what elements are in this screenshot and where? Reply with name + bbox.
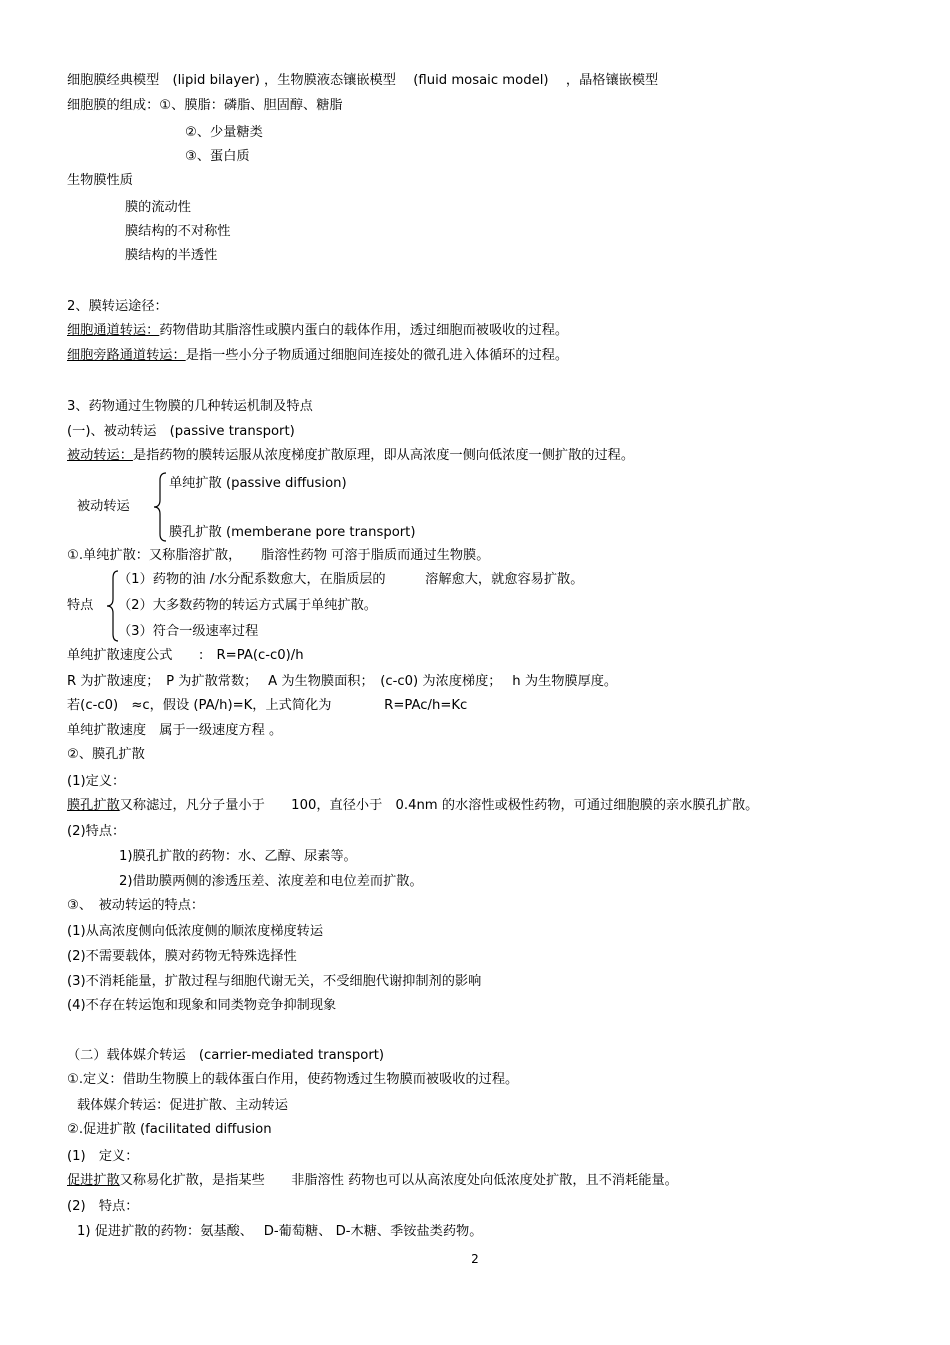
pore-feature-drugs: 1)膜孔扩散的药物：水、乙醇、尿素等。 — [119, 849, 357, 864]
heading-definition-1: (1)定义： — [67, 774, 126, 789]
term-facilitated: 促进扩散 — [67, 1173, 120, 1188]
passive-feature-2: (2)不需要载体，膜对药物无特殊选择性 — [67, 949, 297, 964]
heading-transport-routes: 2、膜转运途径： — [67, 299, 168, 314]
line-simple-diffusion: ①.单纯扩散：又称脂溶扩散， 脂溶性药物 可溶于脂质而通过生物膜。 — [67, 548, 490, 563]
property-asymmetry: 膜结构的不对称性 — [125, 224, 231, 239]
page-number: 2 — [471, 1252, 479, 1266]
pore-feature-gradient: 2)借助膜两侧的渗透压差、浓度差和电位差而扩散。 — [119, 874, 423, 889]
heading-features-3: (2) 特点： — [67, 1199, 139, 1214]
feature-partition: （1）药物的油 /水分配系数愈大，在脂质层的 溶解愈大，就愈容易扩散。 — [118, 572, 584, 587]
definition-facilitated: 又称易化扩散，是指某些 非脂溶性 药物也可以从高浓度处向低浓度处扩散，且不消耗能量。 — [119, 1173, 678, 1188]
line-composition-sugars: ②、少量糖类 — [185, 125, 263, 140]
line-composition-protein: ③、蛋白质 — [185, 149, 250, 164]
branch-simple-diffusion: 单纯扩散 (passive diffusion) — [169, 476, 347, 491]
brace-passive — [152, 472, 168, 542]
heading-passive-transport: (一)、被动转运 (passive transport) — [67, 424, 295, 439]
heading-features-2: (2)特点： — [67, 824, 126, 839]
heading-passive-features: ③、 被动转运的特点： — [67, 898, 205, 913]
facilitated-feature-drugs: 1) 促进扩散的药物：氨基酸、 D-葡萄糖、 D-木糖、季铵盐类药物。 — [77, 1224, 483, 1239]
term-paracellular: 细胞旁路通道转运： — [67, 348, 186, 363]
line-first-order-equation: 单纯扩散速度 属于一级速度方程 。 — [67, 723, 283, 738]
feature-majority: （2）大多数药物的转运方式属于单纯扩散。 — [118, 598, 377, 613]
line-paracellular — [67, 347, 568, 365]
heading-membrane-properties: 生物膜性质 — [67, 173, 133, 188]
passive-feature-3: (3)不消耗能量，扩散过程与细胞代谢无关，不受细胞代谢抑制剂的影响 — [67, 974, 482, 989]
line-transcellular — [67, 322, 568, 340]
heading-transport-mechanisms: 3、药物通过生物膜的几种转运机制及特点 — [67, 399, 313, 414]
definition-transcellular: 药物借助其脂溶性或膜内蛋白的载体作用，透过细胞而被吸收的过程。 — [159, 323, 569, 338]
formula-diffusion-rate: 单纯扩散速度公式 : R=PA(c-c0)/h — [67, 648, 304, 663]
line-carrier-definition: ①.定义：借助生物膜上的载体蛋白作用，使药物透过生物膜而被吸收的过程。 — [67, 1072, 519, 1087]
line-membrane-composition: 细胞膜的组成：①、膜脂：磷脂、胆固醇、糖脂 — [67, 98, 343, 113]
heading-carrier-mediated: （二）载体媒介转运 (carrier-mediated transport) — [67, 1048, 385, 1063]
property-semipermeability: 膜结构的半透性 — [125, 248, 218, 263]
line-passive-definition — [67, 447, 634, 465]
definition-paracellular: 是指一些小分子物质通过细胞间连接处的微孔进入体循环的过程。 — [185, 348, 569, 363]
line-membrane-models: 细胞膜经典模型 (lipid bilayer) ，生物膜液态镶嵌模型 (fluid mosaic model) ，晶格镶嵌模型 — [67, 73, 659, 88]
formula-simplified: 若(c-c0) ≈c，假设 (PA/h)=K，上式简化为 R=PAc/h=Kc — [67, 698, 468, 713]
line-carrier-types: 载体媒介转运：促进扩散、主动转运 — [77, 1098, 288, 1113]
heading-facilitated-diffusion: ②.促进扩散 (facilitated diffusion — [67, 1122, 272, 1137]
definition-pore-diffusion: 又称滤过，凡分子量小于 100，直径小于 0.4nm 的水溶性或极性药物，可通过细胞膜的亲水膜孔扩散。 — [119, 798, 759, 813]
line-pore-definition — [67, 797, 758, 815]
line-facilitated-definition — [67, 1172, 678, 1190]
property-fluidity: 膜的流动性 — [125, 200, 191, 215]
term-transcellular: 细胞通道转运： — [67, 323, 160, 338]
formula-variables: R 为扩散速度； P 为扩散常数； A 为生物膜面积； (c-c0) 为浓度梯度； h 为生物膜厚度。 — [67, 674, 618, 689]
brace-label-features: 特点 — [67, 598, 94, 613]
branch-pore-transport: 膜孔扩散 (memberane pore transport) — [169, 525, 416, 540]
passive-feature-1: (1)从高浓度侧向低浓度侧的顺浓度梯度转运 — [67, 924, 324, 939]
heading-pore-diffusion: ②、膜孔扩散 — [67, 747, 145, 762]
term-pore-diffusion: 膜孔扩散 — [67, 798, 120, 813]
passive-feature-4: (4)不存在转运饱和现象和同类物竞争抑制现象 — [67, 998, 337, 1013]
term-passive: 被动转运： — [67, 448, 133, 463]
brace-label-passive: 被动转运 — [77, 499, 130, 514]
heading-definition-2: (1) 定义： — [67, 1149, 139, 1164]
definition-passive: 是指药物的膜转运服从浓度梯度扩散原理，即从高浓度一侧向低浓度一侧扩散的过程。 — [132, 448, 635, 463]
feature-first-order: （3）符合一级速率过程 — [118, 624, 259, 639]
